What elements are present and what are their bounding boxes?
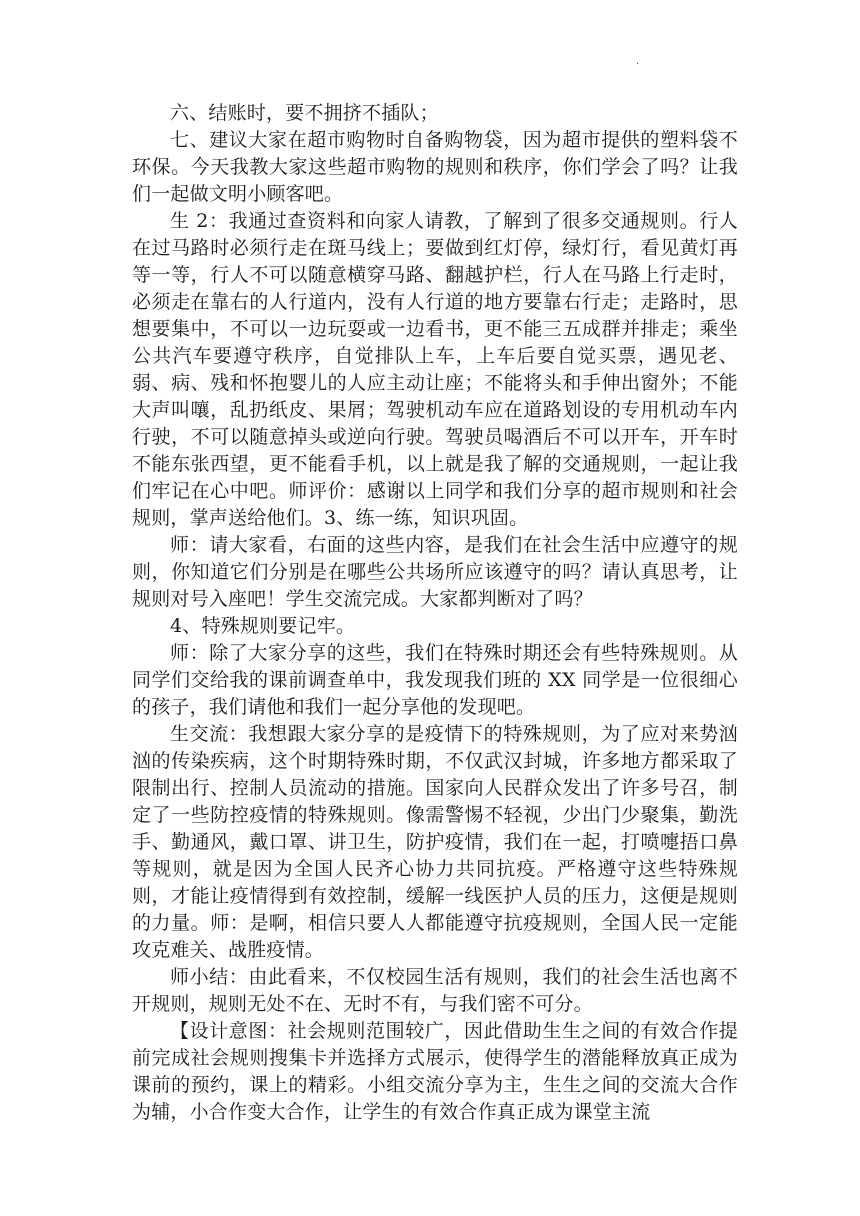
paragraph-checkout-rule: 六、结账时，要不拥挤不插队； [170,102,439,124]
paragraph-section-special-rules: 4、特殊规则要记牢。 [170,615,356,637]
paragraph-design-intent: 【设计意图：社会规则范围较广，因此借助生生之间的有效合作提前完成社会规则搜集卡并选择方式展示，使得学生的潜能释放真正成为课前的预约，课上的精彩。小组交流分享为主，生生之间的交流大合作为辅，小合作变大合作，让学生的有效合作真正成为课堂主流 [132,1020,738,1123]
paragraph-teacher-summary: 师小结：由此看来，不仅校园生活有规则，我们的社会生活也离不开规则，规则无处不在、无时不有，与我们密不可分。 [132,966,738,1015]
paragraph-epidemic-rules: 生交流：我想跟大家分享的是疫情下的特殊规则，为了应对来势汹汹的传染疾病，这个时期特殊时期，不仅武汉封城，许多地方都采取了限制出行、控制人员流动的措施。国家向人民群众发出了许多号召，制定了一些防控疫情的特殊规则。像需警惕不轻视，少出门少聚集，勤洗手、勤通风，戴口罩、讲卫生，防护疫情，我们在一起，打喷嚏捂口鼻等规则，就是因为全国人民齐心协力共同抗疫。严格遵守这些特殊规则，才能让疫情得到有效控制，缓解一线医护人员的压力，这便是规则的力量。师：是啊，相信只要人人都能遵守抗疫规则，全国人民一定能攻克难关、战胜疫情。 [132,723,738,961]
paragraph-traffic-rules: 生 2：我通过查资料和向家人请教，了解到了很多交通规则。行人在过马路时必须行走在斑马线上；要做到红灯停，绿灯行，看见黄灯再等一等，行人不可以随意横穿马路、翻越护栏，行人在马路上行走时，必须走在靠右的人行道内，没有人行道的地方要靠右行走；走路时，思想要集中，不可以一边玩耍或一边看书，更不能三五成群并排走；乘坐公共汽车要遵守秩序，自觉排队上车，上车后要自觉买票，遇见老、弱、病、残和怀抱婴儿的人应主动让座；不能将头和手伸出窗外；不能大声叫嚷，乱扔纸皮、果屑；驾驶机动车应在道路划设的专用机动车内行驶，不可以随意掉头或逆向行驶。驾驶员喝酒后不可以开车，开车时不能东张西望，更不能看手机，以上就是我了解的交通规则，一起让我们牢记在心中吧。师评价：感谢以上同学和我们分享的超市规则和社会规则，掌声送给他们。3、练一练，知识巩固。 [132,210,738,529]
paragraph-teacher-question: 师：请大家看，右面的这些内容，是我们在社会生活中应遵守的规则，你知道它们分别是在哪些公共场所应该遵守的吗？请认真思考，让规则对号入座吧！学生交流完成。大家都判断对了吗？ [132,534,738,610]
header-mark: . [636,56,640,67]
paragraph-shopping-bag-rule: 七、建议大家在超市购物时自备购物袋，因为超市提供的塑料袋不环保。今天我教大家这些超市购物的规则和秩序，你们学会了吗？让我们一起做文明小顾客吧。 [132,129,738,205]
document-body [132,100,738,1126]
paragraph-teacher-intro: 师：除了大家分享的这些，我们在特殊时期还会有些特殊规则。从同学们交给我的课前调查单中，我发现我们班的 XX 同学是一位很细心的孩子，我们请他和我们一起分享他的发现吧。 [132,642,738,718]
